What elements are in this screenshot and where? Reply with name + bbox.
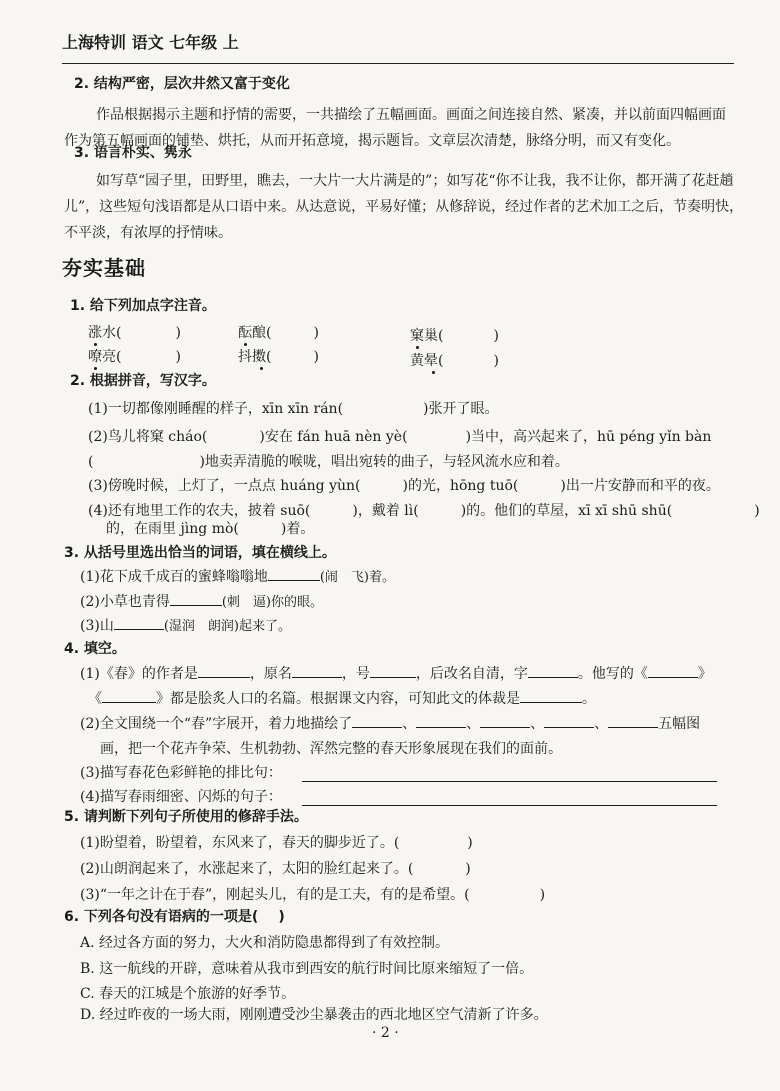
analysis-item2-title: 2. 结构严密，层次井然又富于变化 [74,76,290,92]
q4-line5: (3)描写春花色彩鲜艳的排比句： [80,765,282,781]
q1-stem: 1. 给下列加点字注音。 [70,298,216,314]
q2-line1: (1)一切都像刚睡醒的样子，xīn xīn rán( )张开了眼。 [88,401,499,417]
q5-stem: 5. 请判断下列句子所使用的修辞手法。 [64,809,308,825]
q2-line5: (4)还有地里工作的农夫，披着 suō( )，戴着 lì( )的。他们的草屋，xī xī shū shū( ) [88,503,760,519]
q4-stem: 4. 填空。 [64,641,126,657]
q3-blank-1[interactable] [268,580,320,581]
q1-word5-dotted: 擞( [252,349,272,365]
q2-line6: 的，在雨里 jìng mò( )着。 [106,521,315,537]
q3-line3: (3)山 (湿润 朗润)起来了。 [80,618,291,634]
q6-stem: 6. 下列各句没有语病的一项是( ) [64,909,285,925]
q4-line3: (2)全文围绕一个“春”字展开，着力地描绘了 、 、 、 、 五幅图 [80,716,701,732]
q1-word6: 黄晕( ) [410,353,499,369]
q1-word1-dotted: 涨 [88,325,102,341]
q6-option-d[interactable]: D. 经过昨夜的一场大雨，刚刚遭受沙尘暴袭击的西北地区空气清新了许多。 [80,1007,548,1023]
running-header: 上海特训 语文 七年级 上 [62,33,239,52]
q1-word2: 酝酿( ) [238,325,319,341]
q5-line2: (2)山朗润起来了，水涨起来了，太阳的脸红起来了。( ) [80,861,471,877]
analysis-item3-line1: 如写草“园子里，田野里，瞧去，一大片一大片满是的”；如写花“你不让我，我不让你，都开满了花赶趟 [96,173,734,189]
q4-answer-line-4[interactable] [302,805,717,806]
analysis-item3-line3: 不平淡，有浓厚的抒情味。 [64,225,232,241]
q6-option-b[interactable]: B. 这一航线的开辟，意味着从我市到西安的航行时间比原来缩短了一倍。 [80,961,534,977]
q4-line6: (4)描写春雨细密、闪烁的句子： [80,789,282,805]
q2-line2: (2)鸟儿将窠 cháo( )安在 fán huā nèn yè( )当中，高兴起来了，hū péng yǐn bàn [88,429,712,445]
analysis-item2-line2: 作为第五幅画面的铺垫、烘托，从而开拓意境，揭示题旨。文章层次清楚，脉络分明，而又有变化。 [64,133,680,149]
q3-blank-3[interactable] [114,629,164,630]
q6-option-a[interactable]: A. 经过各方面的努力，大火和消防隐患都得到了有效控制。 [80,935,450,951]
q5-line1: (1)盼望着，盼望着，东风来了，春天的脚步近了。( ) [80,835,473,851]
analysis-item3-line2: 儿”，这些短句浅语都是从口语中来。从达意说，平易好懂；从修辞说，经过作者的艺术加工之后，节奏明快， [64,199,744,215]
q2-line4: (3)傍晚时候，上灯了，一点点 huáng yùn( )的光，hōng tuō( )出一片安静而和平的夜。 [88,478,720,494]
header-rule [62,63,734,64]
q2-stem: 2. 根据拼音，写汉字。 [70,373,216,389]
q6-option-c[interactable]: C. 春天的江城是个旅游的好季节。 [80,986,296,1002]
q4-line4: 画，把一个花卉争荣、生机勃勃、浑然完整的春天形象展现在我们的面前。 [100,741,562,757]
page-number: · 2 · [372,1025,399,1041]
q4-line1: (1)《春》的作者是 ，原名 ，号 ，后改名自清，字 。他写的《 》 [80,666,712,682]
q1-word3-dotted: 窠 [410,328,424,344]
q1-word4: 嘹亮( ) [88,349,181,365]
q4-line2: 《 》都是脍炙人口的名篇。根据课文内容，可知此文的体裁是 。 [88,691,596,707]
q1-word2-dotted: 酝 [238,325,252,341]
q1-word4-dotted: 嘹 [88,349,102,365]
q5-line3: (3)“一年之计在于春”，刚起头儿，有的是工夫，有的是希望。( ) [80,887,546,903]
analysis-item2-line1: 作品根据揭示主题和抒情的需要，一共描绘了五幅画面。画面之间连接自然、紧凑，并以前面四幅画面 [96,107,726,123]
q1-word5: 抖擞( ) [238,349,319,365]
q3-line2: (2)小草也青得 (刺 逼)你的眼。 [80,594,323,610]
q3-stem: 3. 从括号里选出恰当的词语，填在横线上。 [64,545,336,561]
section-title: 夯实基础 [62,256,146,280]
analysis-item3-title: 3. 语言朴实、隽永 [74,145,192,161]
q3-line1: (1)花下成千成百的蜜蜂嗡嗡地 (闹 飞)着。 [80,569,395,585]
q1-word3: 窠巢( ) [410,328,499,344]
q1-word1: 涨水( ) [88,325,181,341]
q1-word6-dotted: 晕( [424,353,444,369]
q4-answer-line-3[interactable] [302,781,717,782]
q2-line3: ( )地卖弄清脆的喉咙，唱出宛转的曲子，与轻风流水应和着。 [88,454,569,470]
q3-blank-2[interactable] [170,605,222,606]
